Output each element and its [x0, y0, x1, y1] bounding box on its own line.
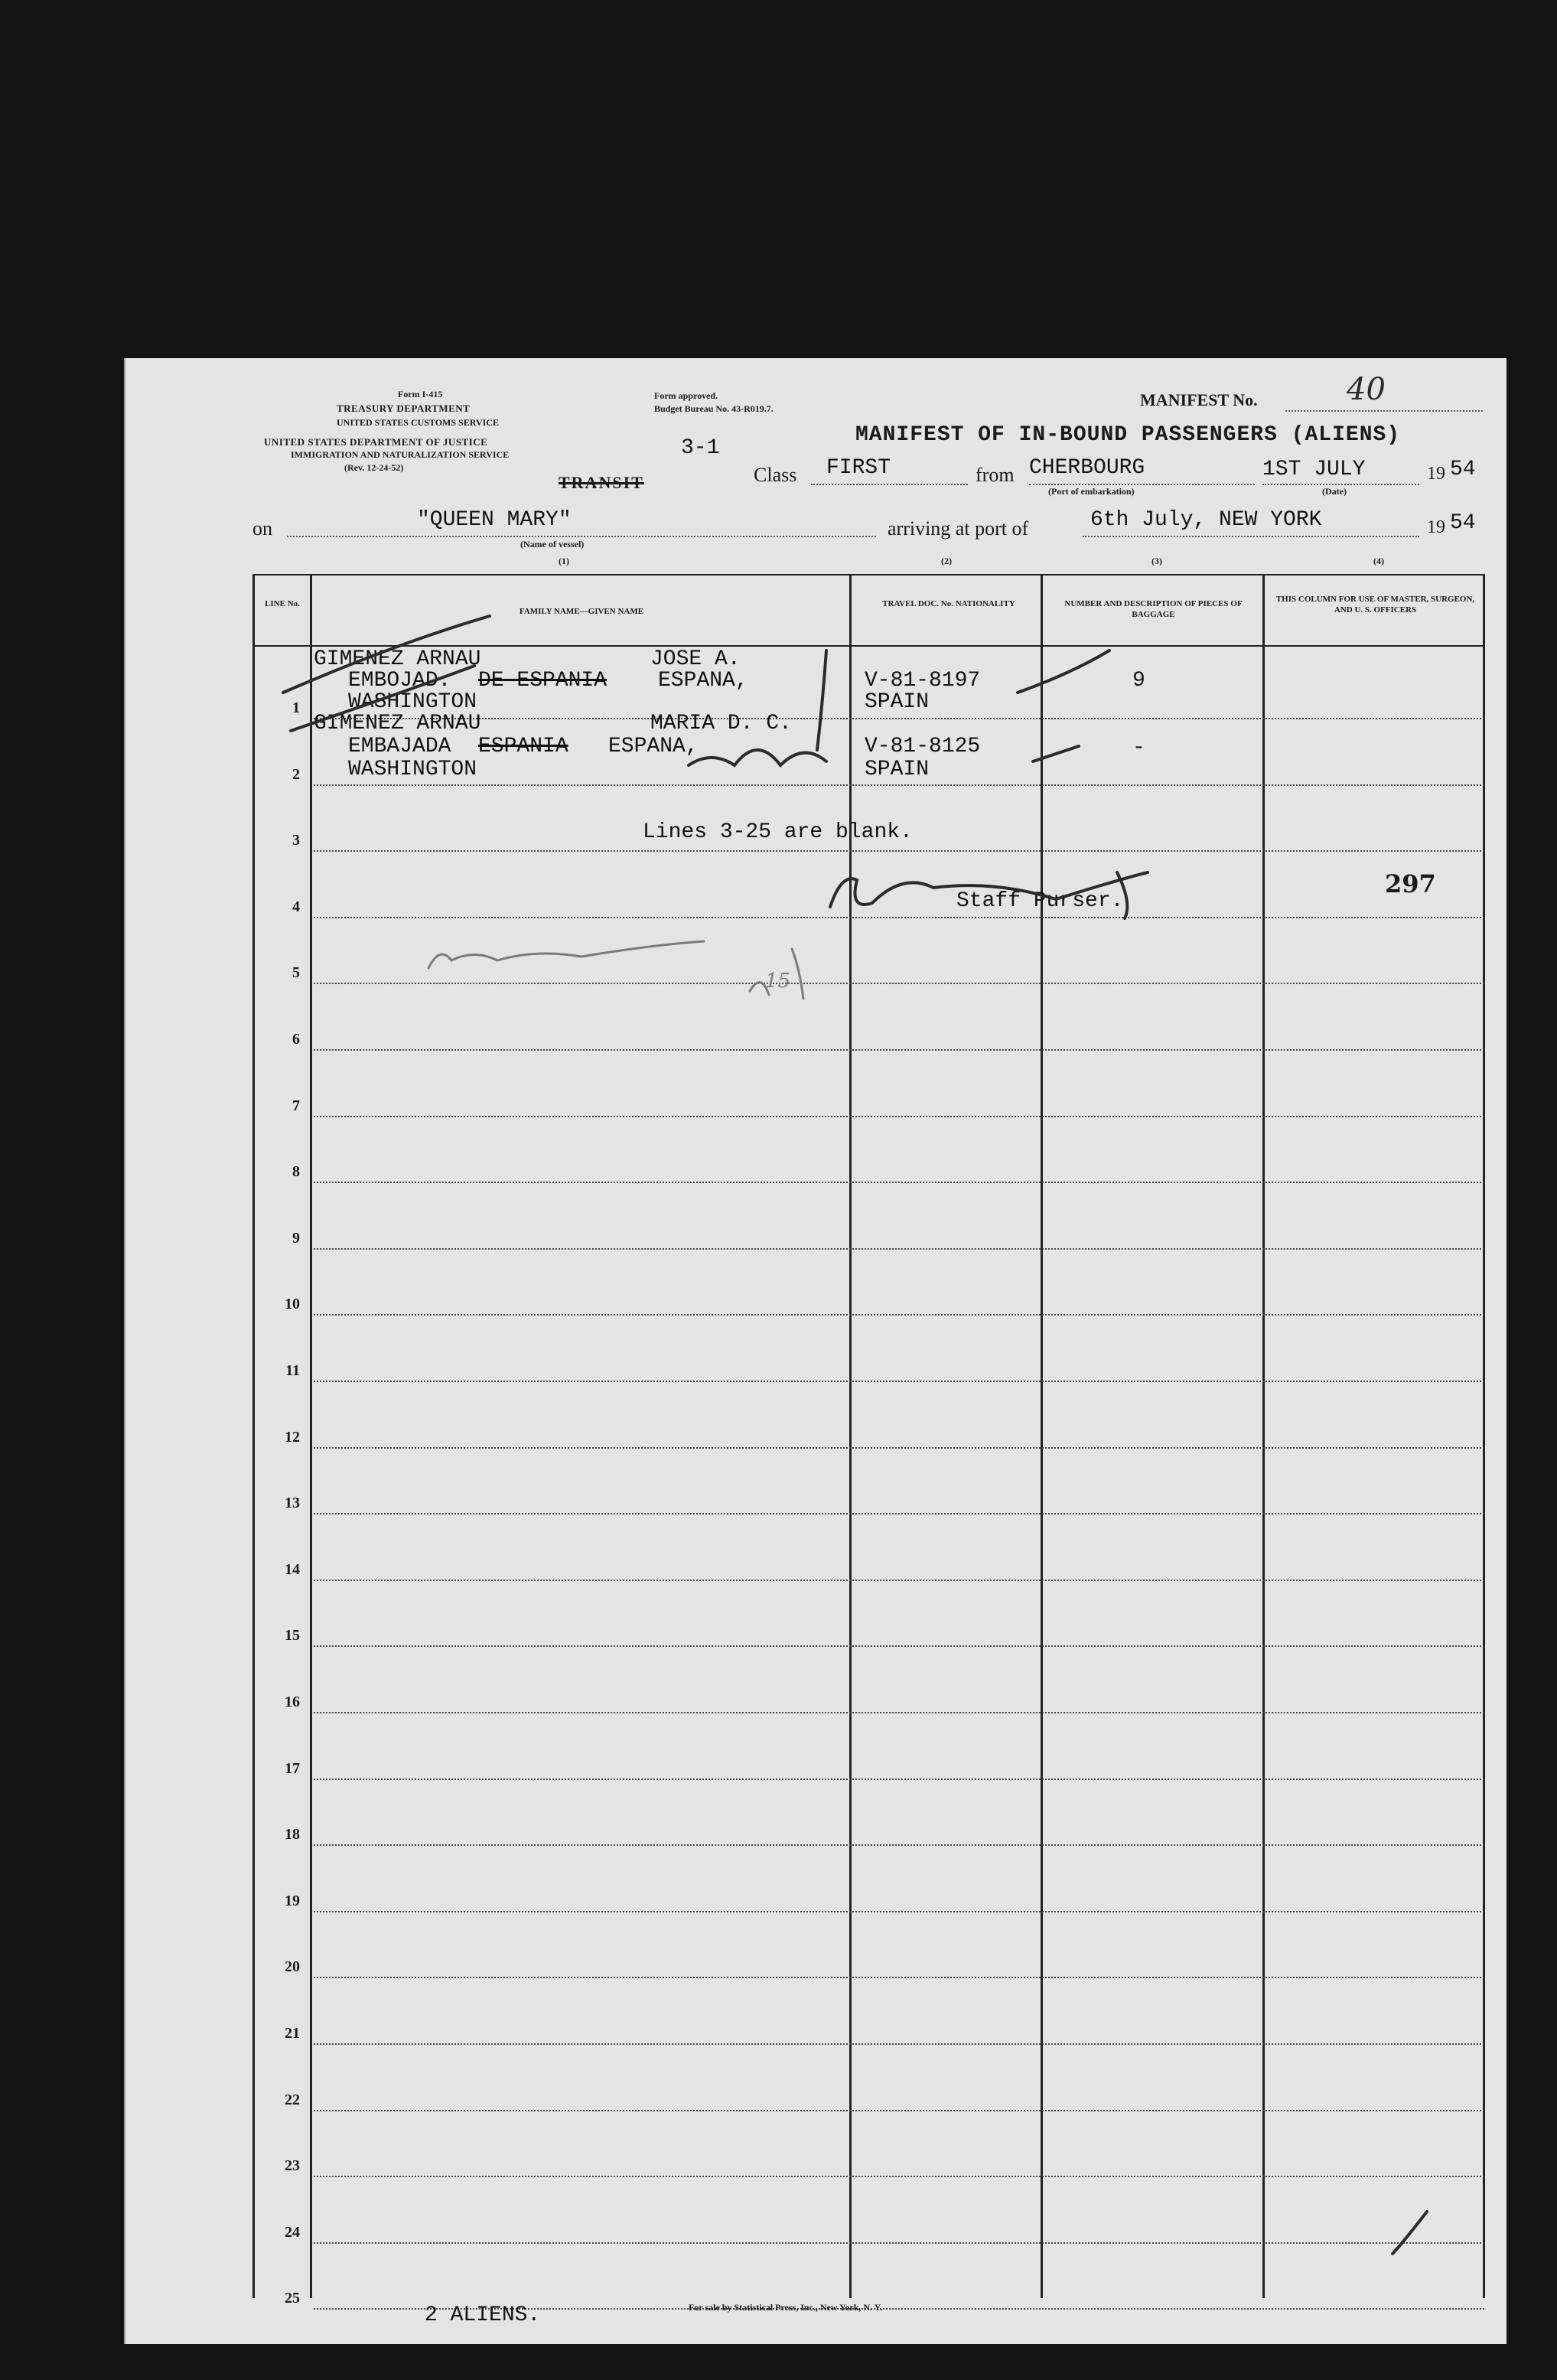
line-number: 22	[285, 2091, 300, 2108]
manifest-title: MANIFEST OF IN-BOUND PASSENGERS (ALIENS)	[855, 423, 1401, 447]
manifest-number: 40	[1347, 372, 1386, 407]
blank-lines-note: Lines 3-25 are blank.	[643, 820, 913, 844]
form-revision: (Rev. 12-24-52)	[344, 462, 404, 473]
date-caption: (Date)	[1322, 486, 1347, 497]
embark-date: 1ST JULY	[1262, 458, 1366, 481]
passenger-2-nationality: SPAIN	[865, 758, 930, 781]
passenger-2-city: WASHINGTON	[348, 758, 477, 781]
passenger-1-city: WASHINGTON	[348, 690, 477, 714]
col-num-2: (2)	[941, 556, 952, 566]
line-number: 13	[285, 1495, 300, 1512]
line-number: 4	[292, 898, 300, 915]
form-approved: Form approved.	[654, 390, 718, 401]
year-prefix: 19	[1427, 464, 1445, 484]
justice-dept: UNITED STATES DEPARTMENT OF JUSTICE	[264, 436, 488, 448]
passenger-2-address-struck: ESPANIA	[478, 735, 568, 758]
class-label: Class	[754, 464, 797, 486]
arriving-label: arriving at port of	[888, 517, 1029, 540]
manifest-no-label: MANIFEST No.	[1140, 390, 1258, 409]
col-header-travel: TRAVEL DOC. No. NATIONALITY	[882, 599, 1015, 608]
line-number: 23	[285, 2157, 300, 2175]
year2-suffix: 54	[1450, 511, 1476, 535]
passenger-1-address-b: ESPANA,	[658, 669, 748, 693]
on-label: on	[252, 517, 272, 540]
budget-bureau: Budget Bureau No. 43-R019.7.	[654, 403, 774, 414]
passenger-1-given-name: JOSE A.	[650, 647, 741, 671]
arrival-port: 6th July, NEW YORK	[1090, 508, 1322, 532]
passenger-2-baggage: -	[1132, 736, 1145, 760]
reference-code: 3-1	[681, 436, 720, 460]
passenger-2-family-name: GIMENEZ ARNAU	[314, 712, 481, 735]
from-label: from	[976, 464, 1015, 486]
line-number: 10	[285, 1296, 300, 1313]
line-number: 11	[285, 1362, 300, 1379]
year2-prefix: 19	[1427, 517, 1445, 537]
treasury-dept: TREASURY DEPARTMENT	[337, 403, 471, 414]
passenger-1-family-name: GIMENEZ ARNAU	[314, 647, 481, 671]
passenger-2-given-name: MARIA D. C.	[650, 712, 792, 735]
class-value: FIRST	[826, 456, 891, 480]
col-num-1: (1)	[559, 556, 569, 566]
line-number: 19	[285, 1892, 300, 1909]
line-number: 1	[292, 699, 300, 716]
line-number: 25	[285, 2290, 300, 2307]
passenger-1-address-struck: DE ESPANIA	[478, 669, 607, 693]
line-number: 20	[285, 1958, 300, 1976]
line-number: 15	[285, 1627, 300, 1645]
year-suffix: 54	[1450, 458, 1476, 481]
purser-title: Staff Purser.	[956, 889, 1124, 913]
port-caption: (Port of embarkation)	[1048, 486, 1135, 497]
total-aliens: 2 ALIENS.	[425, 2303, 541, 2327]
passenger-1-address-a: EMBOJAD.	[348, 669, 451, 693]
line-number: 12	[285, 1428, 300, 1446]
line-number: 16	[285, 1694, 300, 1710]
line-number: 9	[292, 1229, 300, 1247]
svg-text:15: 15	[765, 970, 791, 993]
passenger-2-doc-no: V-81-8125	[865, 735, 981, 758]
line-number: 18	[285, 1826, 300, 1844]
customs-service: UNITED STATES CUSTOMS SERVICE	[337, 417, 499, 428]
line-number: 8	[292, 1163, 300, 1181]
vessel-caption: (Name of vessel)	[520, 539, 585, 549]
col-header-officers: THIS COLUMN FOR USE OF MASTER, SURGEON, AND U. S. OFFICERS	[1275, 595, 1475, 615]
printer-credit: For sale by Statistical Press, Inc., New York, N. Y.	[689, 2302, 883, 2313]
line-number: 5	[292, 964, 300, 982]
passenger-1-baggage: 9	[1132, 669, 1145, 693]
col-num-4: (4)	[1373, 556, 1384, 566]
form-number: Form I-415	[398, 389, 443, 399]
col-header-baggage: NUMBER AND DESCRIPTION OF PIECES OF BAGGAGE	[1064, 599, 1243, 619]
vessel-name: "QUEEN MARY"	[417, 508, 572, 532]
line-number: 24	[285, 2223, 300, 2241]
passenger-1-nationality: SPAIN	[865, 690, 930, 714]
line-number: 21	[285, 2025, 300, 2042]
embark-port: CHERBOURG	[1029, 456, 1145, 480]
line-number: 3	[292, 832, 300, 849]
line-number: 7	[292, 1097, 300, 1114]
passenger-2-address-b: ESPANA,	[608, 735, 699, 758]
line-number: 6	[292, 1031, 300, 1048]
line-number: 17	[285, 1759, 300, 1777]
officer-number: 297	[1385, 869, 1436, 898]
col-header-name: FAMILY NAME—GIVEN NAME	[519, 607, 644, 616]
line-number: 2	[292, 765, 300, 783]
passenger-1-doc-no: V-81-8197	[865, 669, 981, 693]
transit-struck: TRANSIT	[559, 473, 644, 492]
col-num-3: (3)	[1151, 556, 1162, 566]
col-header-line: LINE No.	[265, 599, 300, 608]
passenger-2-address-a: EMBAJADA	[348, 735, 451, 758]
ins-service: IMMIGRATION AND NATURALIZATION SERVICE	[291, 449, 510, 460]
line-number: 14	[285, 1560, 300, 1578]
